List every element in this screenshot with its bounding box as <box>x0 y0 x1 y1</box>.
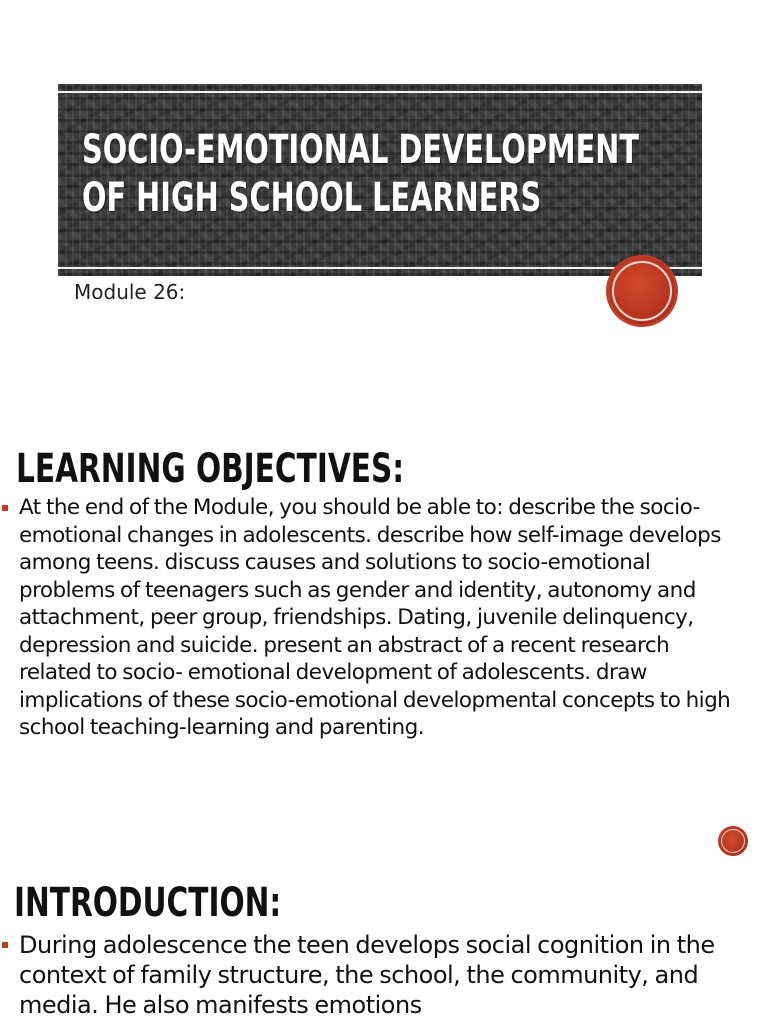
square-bullet-icon <box>2 505 8 511</box>
introduction-text: During adolescence the teen develops social cognition in the context of family structure, the school, the community, and media. He also manifests emotions <box>19 931 715 1019</box>
decorative-circle-small-icon <box>718 826 748 856</box>
list-item <box>2 494 742 742</box>
square-bullet-icon <box>2 942 8 948</box>
introduction-list <box>2 930 762 1020</box>
objectives-text: At the end of the Module, you should be able to: describe the socio-emotional changes in adolescents. describe how self-image develops among teens. discuss causes and solutions to socio-emotional problems of teenagers such as gender and identity, autonomy and attachment, peer group, friendships. Dating, juvenile delinquency, depression and suicide. present an abstract of a recent research related to socio- emotional development of adolescents. draw implications of these socio-emotional developmental concepts to high school teaching-learning and parenting. <box>19 495 731 740</box>
slide-title <box>82 126 640 222</box>
list-item <box>2 930 762 1020</box>
decorative-circle-icon <box>608 257 676 325</box>
title-banner <box>58 84 702 276</box>
module-subtitle: Module 26: <box>74 280 186 304</box>
slide-title-line-2: OF HIGH SCHOOL LEARNERS <box>82 175 542 221</box>
learning-objectives-list <box>2 494 742 742</box>
slide-title-line-1: SOCIO-EMOTIONAL DEVELOPMENT <box>82 127 640 173</box>
banner-top-rule <box>58 91 702 93</box>
introduction-heading: INTRODUCTION: <box>14 880 282 926</box>
banner-bottom-rule <box>58 267 702 269</box>
learning-objectives-heading: LEARNING OBJECTIVES: <box>16 446 405 492</box>
